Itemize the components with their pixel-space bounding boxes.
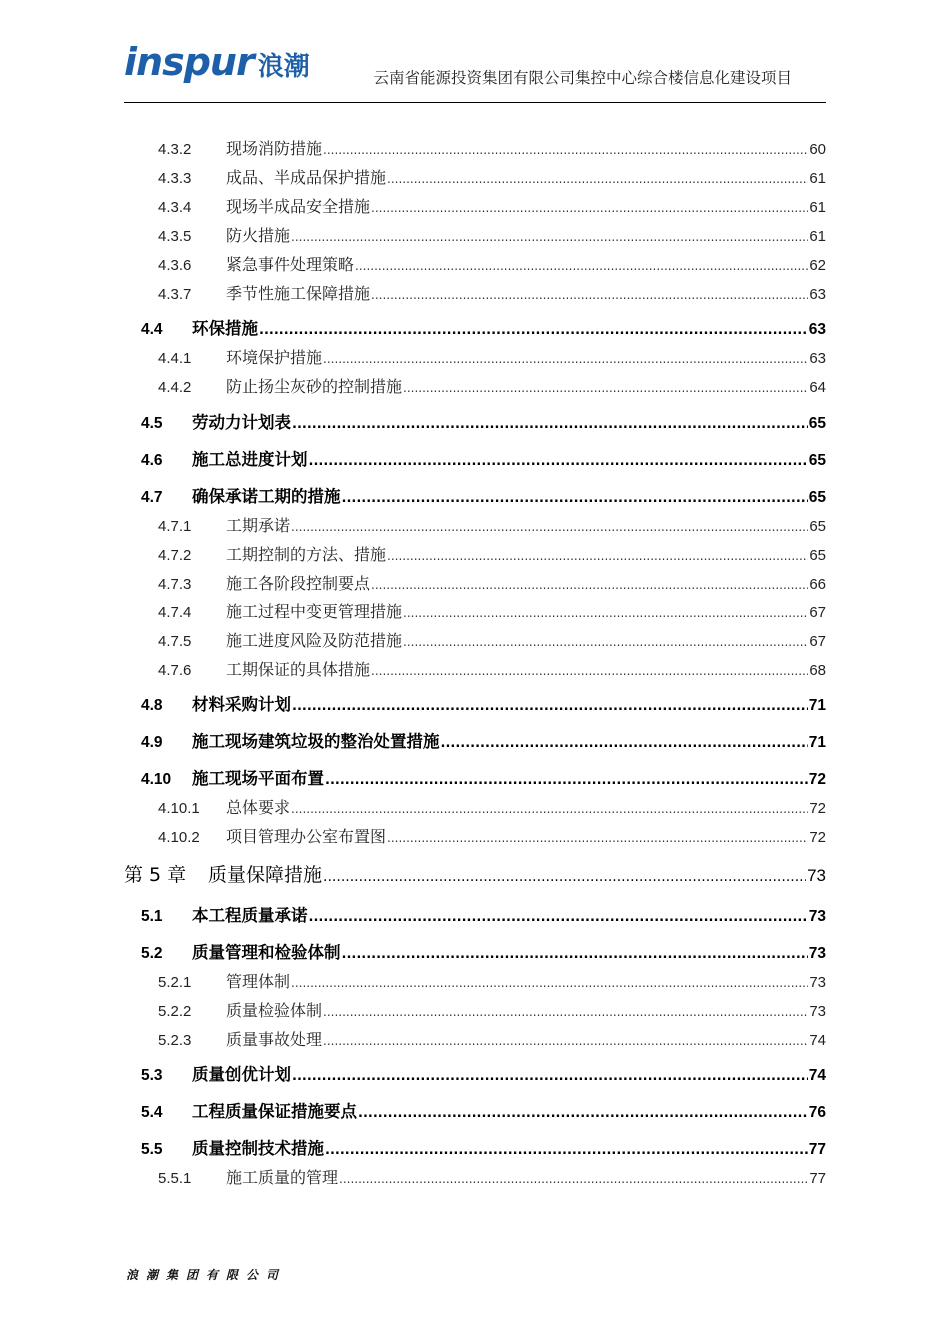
toc-entry-number: 5.4 — [141, 1104, 163, 1121]
toc-leader-dots — [387, 549, 808, 563]
toc-leader-dots — [291, 802, 808, 816]
toc-entry-number: 4.5 — [141, 415, 163, 432]
toc-entry-title: 施工进度风险及防范措施 — [226, 631, 403, 650]
toc-entry[interactable] — [124, 1098, 826, 1122]
toc-entry[interactable] — [124, 315, 826, 339]
toc-entry[interactable] — [124, 795, 826, 818]
toc-leader-dots — [323, 1034, 808, 1048]
toc-entry-title: 工期承诺 — [226, 516, 291, 535]
toc-entry-title: 质量管理和检验体制 — [192, 943, 341, 962]
toc-entry-number: 4.3.5 — [158, 228, 192, 245]
toc-entry[interactable] — [124, 765, 826, 789]
toc-entry-title: 管理体制 — [226, 972, 291, 991]
toc-entry-number: 5.3 — [141, 1067, 163, 1084]
toc-entry[interactable] — [124, 374, 826, 397]
toc-leader-dots — [371, 578, 808, 592]
toc-entry-page: 72 — [809, 829, 826, 846]
toc-entry-number: 4.7.6 — [158, 662, 192, 679]
toc-entry-title: 环境保护措施 — [226, 348, 323, 367]
toc-entry-number: 4.7.1 — [158, 518, 192, 535]
toc-leader-dots — [371, 664, 808, 678]
toc-entry-page: 65 — [808, 452, 826, 469]
toc-entry[interactable] — [124, 281, 826, 304]
toc-entry-page: 65 — [808, 489, 826, 506]
toc-entry-title: 环保措施 — [192, 319, 258, 338]
toc-leader-dots — [342, 491, 808, 506]
toc-entry-title: 质量事故处理 — [226, 1030, 323, 1049]
toc-entry[interactable] — [124, 483, 826, 507]
toc-entry-title: 材料采购计划 — [192, 695, 291, 714]
toc-leader-dots — [403, 381, 808, 395]
toc-entry-number: 4.4.1 — [158, 350, 192, 367]
toc-entry-page: 74 — [809, 1032, 826, 1049]
toc-entry[interactable] — [124, 136, 826, 159]
toc-leader-dots — [387, 831, 808, 845]
toc-entry-page: 73 — [808, 908, 826, 925]
toc-entry-title: 劳动力计划表 — [192, 413, 291, 432]
toc-entry[interactable] — [124, 1165, 826, 1188]
toc-entry-title: 施工现场建筑垃圾的整治处置措施 — [192, 732, 440, 751]
toc-entry-title: 总体要求 — [226, 798, 291, 817]
toc-entry[interactable] — [124, 542, 826, 565]
toc-entry-number: 5.1 — [141, 908, 163, 925]
toc-entry[interactable] — [124, 691, 826, 715]
toc-entry-number: 4.10 — [141, 771, 172, 788]
toc-leader-dots — [292, 1069, 808, 1084]
toc-entry-number: 4.7.2 — [158, 547, 192, 564]
toc-entry[interactable] — [124, 446, 826, 470]
toc-leader-dots — [355, 259, 808, 273]
toc-entry-title: 施工现场平面布置 — [192, 769, 324, 788]
toc-entry-title: 质量保障措施 — [208, 864, 323, 886]
toc-leader-dots — [325, 1143, 808, 1158]
toc-entry-page: 61 — [809, 199, 826, 216]
toc-leader-dots — [371, 201, 808, 215]
toc-entry-title: 施工质量的管理 — [226, 1168, 339, 1187]
toc-entry-number: 5.5.1 — [158, 1170, 192, 1187]
toc-entry-number: 4.7.4 — [158, 604, 192, 621]
toc-entry-number: 第 5 章 — [124, 864, 187, 886]
toc-entry[interactable] — [124, 194, 826, 217]
toc-entry-page: 63 — [809, 350, 826, 367]
toc-entry-title: 项目管理办公室布置图 — [226, 827, 387, 846]
toc-entry[interactable] — [124, 902, 826, 926]
toc-entry[interactable] — [124, 1135, 826, 1159]
toc-entry-title: 质量创优计划 — [192, 1065, 291, 1084]
toc-entry-title: 现场消防措施 — [226, 139, 323, 158]
footer-company: 浪潮集团有限公司 — [126, 1268, 287, 1282]
toc-leader-dots — [323, 869, 806, 885]
toc-entry-number: 5.2.2 — [158, 1003, 192, 1020]
toc-leader-dots — [371, 288, 808, 302]
toc-entry-number: 4.10.1 — [158, 800, 200, 817]
toc-entry-page: 73 — [809, 974, 826, 991]
toc-entry-page: 77 — [808, 1141, 826, 1158]
toc-leader-dots — [309, 910, 808, 925]
toc-entry-page: 68 — [809, 662, 826, 679]
toc-entry-title: 本工程质量承诺 — [192, 906, 308, 925]
toc-entry-page: 76 — [808, 1104, 826, 1121]
toc-leader-dots — [358, 1106, 808, 1121]
toc-entry-page: 65 — [809, 547, 826, 564]
toc-leader-dots — [403, 635, 808, 649]
toc-entry-title: 紧急事件处理策略 — [226, 255, 355, 274]
inspur-logo — [124, 42, 310, 87]
toc-entry-page: 66 — [809, 576, 826, 593]
toc-entry-page: 73 — [809, 1003, 826, 1020]
toc-entry-page: 61 — [809, 170, 826, 187]
toc-entry-page: 73 — [807, 866, 826, 885]
toc-entry-title: 工期控制的方法、措施 — [226, 545, 387, 564]
toc-entry[interactable] — [124, 223, 826, 246]
toc-entry-title: 质量控制技术措施 — [192, 1139, 324, 1158]
toc-entry-page: 74 — [808, 1067, 826, 1084]
toc-entry[interactable] — [124, 409, 826, 433]
toc-leader-dots — [403, 606, 808, 620]
logo-chinese: 浪潮 — [257, 52, 310, 82]
toc-leader-dots — [291, 976, 808, 990]
toc-leader-dots — [292, 699, 808, 714]
toc-entry-number: 4.3.6 — [158, 257, 192, 274]
toc-leader-dots — [309, 454, 808, 469]
toc-entry-page: 73 — [808, 945, 826, 962]
toc-leader-dots — [342, 947, 808, 962]
toc-entry[interactable] — [124, 571, 826, 594]
toc-entry-page: 72 — [808, 771, 826, 788]
toc-entry-title: 防止扬尘灰砂的控制措施 — [226, 377, 403, 396]
toc-entry-page: 60 — [809, 141, 826, 158]
toc-entry-page: 67 — [809, 633, 826, 650]
toc-entry[interactable] — [124, 969, 826, 992]
toc-entry[interactable] — [124, 824, 826, 847]
toc-leader-dots — [339, 1172, 808, 1186]
toc-entry-number: 4.8 — [141, 697, 163, 714]
toc-entry-page: 65 — [808, 415, 826, 432]
toc-entry-number: 4.4.2 — [158, 379, 192, 396]
toc-entry-page: 67 — [809, 604, 826, 621]
toc-entry-title: 施工各阶段控制要点 — [226, 574, 371, 593]
toc-entry-page: 63 — [808, 321, 826, 338]
toc-entry[interactable] — [124, 998, 826, 1021]
toc-leader-dots — [323, 352, 808, 366]
toc-leader-dots — [259, 323, 808, 338]
toc-entry[interactable] — [124, 1027, 826, 1050]
toc-entry-page: 71 — [808, 734, 826, 751]
toc-entry[interactable] — [124, 1061, 826, 1085]
toc-entry-page: 77 — [809, 1170, 826, 1187]
toc-entry-number: 4.3.4 — [158, 199, 192, 216]
toc-leader-dots — [291, 230, 808, 244]
toc-entry-page: 65 — [809, 518, 826, 535]
toc-entry-number: 5.5 — [141, 1141, 163, 1158]
toc-entry-number: 4.10.2 — [158, 829, 200, 846]
toc-leader-dots — [323, 1005, 808, 1019]
toc-entry-title: 确保承诺工期的措施 — [192, 487, 341, 506]
toc-entry[interactable] — [124, 599, 826, 622]
toc-entry-title: 成品、半成品保护措施 — [226, 168, 387, 187]
toc-entry-number: 4.3.2 — [158, 141, 192, 158]
toc-entry-number: 5.2.3 — [158, 1032, 192, 1049]
toc-entry-number: 5.2 — [141, 945, 163, 962]
toc-entry[interactable] — [124, 860, 826, 887]
toc-entry-title: 季节性施工保障措施 — [226, 284, 371, 303]
page-header — [124, 40, 826, 104]
toc-leader-dots — [325, 773, 808, 788]
toc-entry[interactable] — [124, 513, 826, 536]
toc-entry-title: 防火措施 — [226, 226, 291, 245]
toc-entry-number: 4.7 — [141, 489, 163, 506]
toc-entry-title: 工程质量保证措施要点 — [192, 1102, 357, 1121]
logo-wordmark: inspur — [124, 40, 254, 84]
toc-leader-dots — [387, 172, 808, 186]
toc-entry-title: 施工总进度计划 — [192, 450, 308, 469]
toc-entry-number: 4.7.3 — [158, 576, 192, 593]
toc-entry-number: 5.2.1 — [158, 974, 192, 991]
toc-leader-dots — [292, 417, 808, 432]
toc-entry[interactable] — [124, 165, 826, 188]
header-divider — [124, 102, 826, 103]
toc-entry-number: 4.7.5 — [158, 633, 192, 650]
toc-entry[interactable] — [124, 345, 826, 368]
toc-entry-title: 质量检验体制 — [226, 1001, 323, 1020]
toc-entry[interactable] — [124, 628, 826, 651]
toc-entry-number: 4.9 — [141, 734, 163, 751]
toc-leader-dots — [441, 736, 808, 751]
toc-entry-number: 4.3.3 — [158, 170, 192, 187]
toc-entry-title: 现场半成品安全措施 — [226, 197, 371, 216]
toc-entry-page: 63 — [809, 286, 826, 303]
toc-entry-number: 4.3.7 — [158, 286, 192, 303]
toc-entry-number: 4.6 — [141, 452, 163, 469]
toc-entry-page: 61 — [809, 228, 826, 245]
toc-entry[interactable] — [124, 657, 826, 680]
toc-entry-page: 62 — [809, 257, 826, 274]
toc-entry[interactable] — [124, 728, 826, 752]
toc-leader-dots — [291, 520, 808, 534]
toc-entry-title: 工期保证的具体措施 — [226, 660, 371, 679]
toc-entry-number: 4.4 — [141, 321, 163, 338]
project-title: 云南省能源投资集团有限公司集控中心综合楼信息化建设项目 — [373, 69, 792, 87]
toc-entry[interactable] — [124, 939, 826, 963]
toc-entry-page: 71 — [808, 697, 826, 714]
toc-entry-title: 施工过程中变更管理措施 — [226, 602, 403, 621]
toc-leader-dots — [323, 143, 808, 157]
toc-entry-page: 72 — [809, 800, 826, 817]
toc-entry-page: 64 — [809, 379, 826, 396]
toc-entry[interactable] — [124, 252, 826, 275]
